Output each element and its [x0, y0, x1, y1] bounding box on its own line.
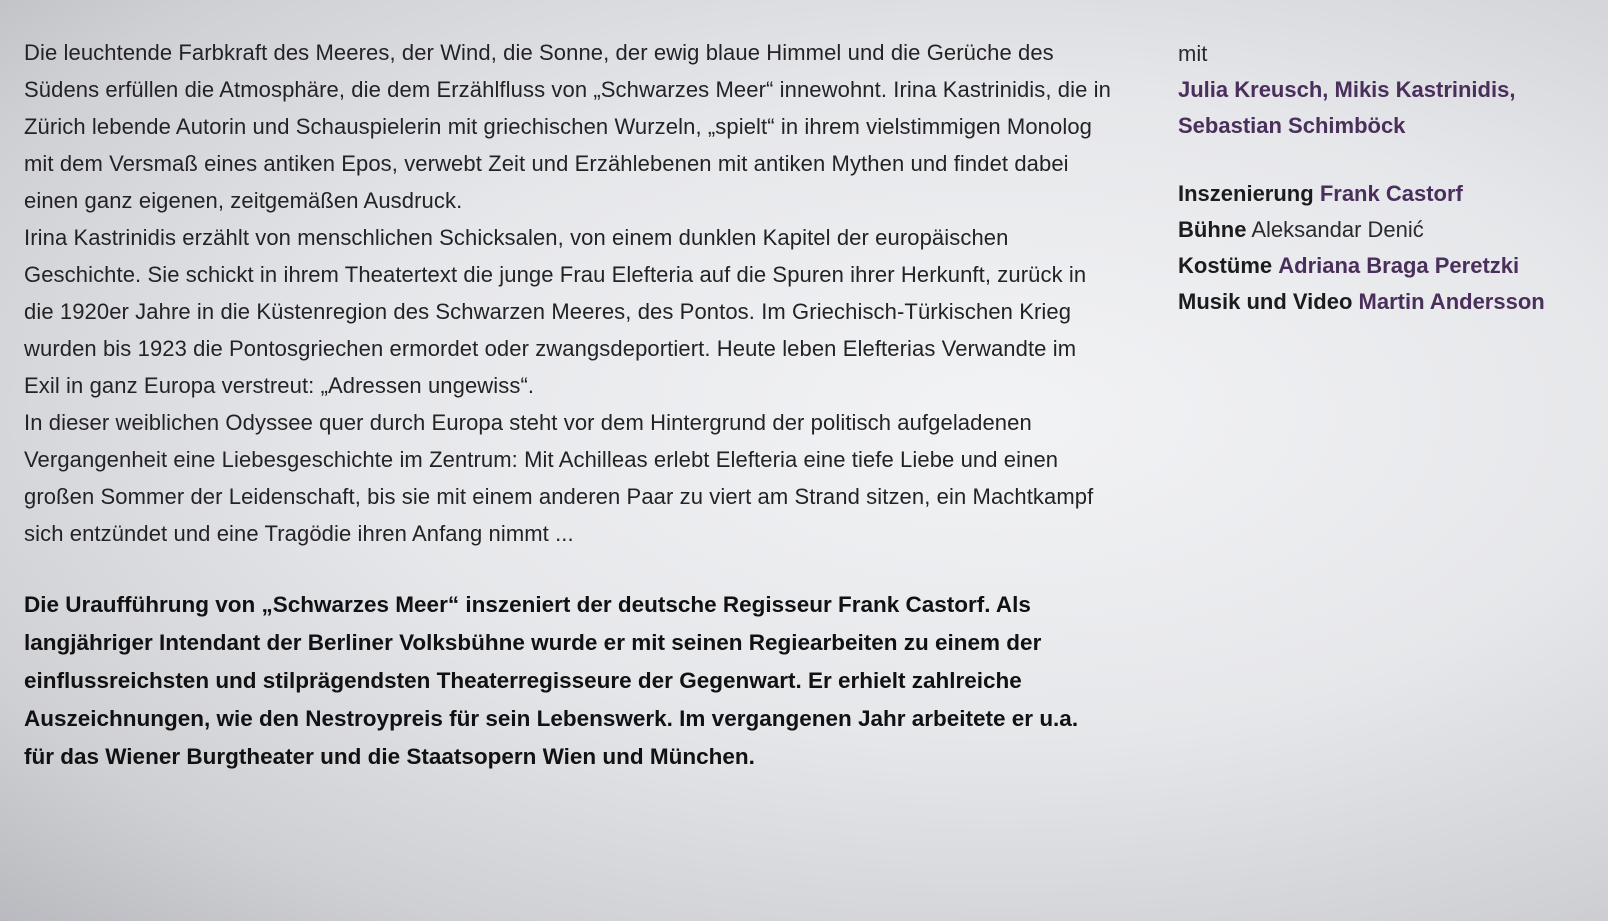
credit-direction [1178, 176, 1598, 212]
credit-role: Bühne [1178, 217, 1247, 242]
director-bio: Die Uraufführung von „Schwarzes Meer“ inszeniert der deutsche Regisseur Frank Castorf. Als langjähriger Intendant der Berliner Volksbühne wurde er mit seinen Regiearbeiten zu einem der einflussreichsten und stilprägendsten Theaterregisseure der Gegenwart. Er erhielt zahlreiche Auszeichnungen, wie den Nestroypreis für sein Lebenswerk. Im vergangenen Jahr arbeitete er u.a. für das Wiener Burgtheater und die Staatsopern Wien und München. [24, 592, 1079, 769]
cast-names-line-1: Julia Kreusch, Mikis Kastrinidis, [1178, 77, 1516, 102]
paragraph-spacer [24, 552, 1114, 586]
credit-name: Aleksandar Denić [1251, 217, 1424, 242]
credit-costumes [1178, 248, 1598, 284]
credit-music-video [1178, 284, 1598, 320]
article-paragraph-3: In dieser weiblichen Odyssee quer durch Europa steht vor dem Hintergrund der politisch aufgeladenen Vergangenheit eine Liebesgeschichte im Zentrum: Mit Achilleas erlebt Elefteria eine tiefe Liebe und einen großen Sommer der Leidenschaft, bis sie mit einem anderen Paar zu viert am Strand sitzen, ein Machtkampf sich entzündet und eine Tragödie ihren Anfang nimmt ... [24, 410, 1094, 546]
credit-name: Adriana Braga Peretzki [1278, 253, 1520, 278]
credit-name: Frank Castorf [1319, 181, 1463, 206]
credit-name: Martin Andersson [1358, 289, 1545, 314]
article-paragraph-2: Irina Kastrinidis erzählt von menschlichen Schicksalen, von einem dunklen Kapitel der europäischen Geschichte. Sie schickt in ihrem Theatertext die junge Frau Elefteria auf die Spuren ihrer Herkunft, zurück in die 1920er Jahre in die Küstenregion des Schwarzen Meeres, des Pontos. Im Griechisch-Türkischen Krieg wurden bis 1923 die Pontosgriechen ermordet oder zwangsdeportiert. Heute leben Elefterias Verwandte im Exil in ganz Europa verstreut: „Adressen ungewiss“. [24, 225, 1087, 398]
article-paragraph-1: Die leuchtende Farbkraft des Meeres, der Wind, die Sonne, der ewig blaue Himmel und die Gerüche des Südens erfüllen die Atmosphäre, die dem Erzählfluss von „Schwarzes Meer“ innewohnt. Irina Kastrinidis, die in Zürich lebende Autorin und Schauspielerin mit griechischen Wurzeln, „spielt“ in ihrem vielstimmigen Monolog mit dem Versmaß eines antiken Epos, verwebt Zeit und Erzählebenen mit antiken Mythen und findet dabei einen ganz eigenen, zeitgemäßen Ausdruck. [24, 40, 1111, 213]
cast-label: mit [1178, 41, 1208, 66]
credits-column [1178, 36, 1598, 320]
credit-role: Inszenierung [1178, 181, 1314, 206]
credits-list [1178, 176, 1598, 320]
credit-role: Kostüme [1178, 253, 1273, 278]
credit-role: Musik und Video [1178, 289, 1353, 314]
credit-stage [1178, 212, 1598, 248]
article-column [24, 34, 1114, 776]
cast-names-line-2: Sebastian Schimböck [1178, 113, 1406, 138]
